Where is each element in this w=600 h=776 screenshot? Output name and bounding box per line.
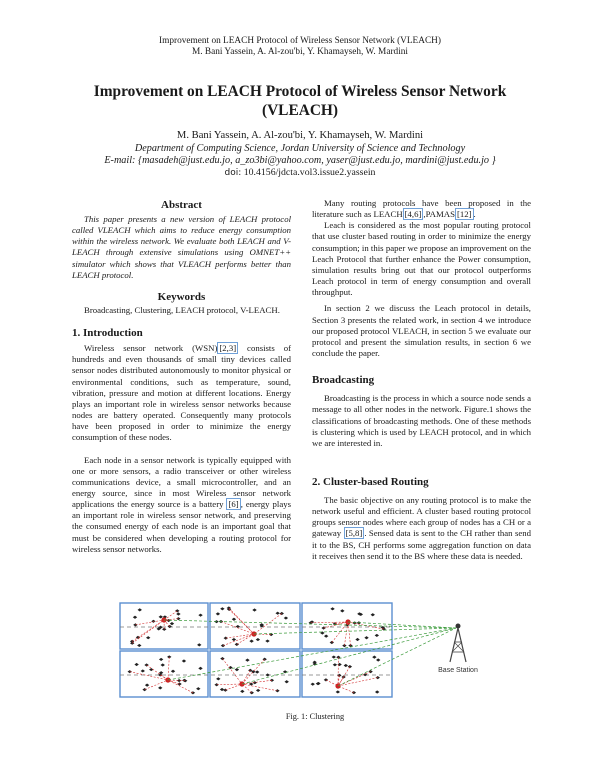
cluster-routing-heading: 2. Cluster-based Routing — [312, 475, 429, 488]
node-to-head-link — [226, 634, 254, 638]
citation-link[interactable]: [12] — [456, 209, 472, 220]
citation-link[interactable]: [6] — [228, 499, 239, 510]
right-p1-text-mid: ,PAMAS — [423, 209, 455, 220]
sensor-node — [220, 607, 224, 610]
intro-p2-text-b: , energy plays an important role in wireless sensor network, and preserving the consumed energy of each node is an important goal that must be considered when developing a routing protocol for wireless sensor networks. — [72, 499, 291, 554]
node-to-head-link — [242, 684, 277, 691]
sensor-node — [232, 638, 236, 641]
sensor-node — [151, 620, 155, 623]
right-p1-text-a: Many routing protocols have been proposed in the literature such as LEACH — [312, 198, 531, 220]
sensor-node — [311, 683, 315, 686]
sensor-node — [198, 667, 202, 670]
node-to-head-link — [338, 678, 378, 686]
sensor-node — [330, 607, 334, 610]
sensor-node — [262, 658, 266, 661]
sensor-node — [198, 614, 202, 617]
affiliation: Department of Computing Science, Jordan University of Science and Technology — [134, 143, 466, 154]
node-to-head-link — [135, 620, 164, 625]
citation-link[interactable]: [5,8] — [345, 528, 363, 539]
paper-title — [60, 82, 540, 120]
sensor-node — [137, 644, 141, 647]
abstract-text: This paper presents a new version of LEACH protocol called VLEACH which aims to reduce energy consumption within the wireless network. We evaluate both LEACH and V-LEACH through extensive simulations using OMNET++ simulator which shows that VLEACH performs better than LEACH protocol. — [72, 214, 291, 280]
cluster-box — [120, 651, 208, 697]
abstract-heading: Abstract — [161, 199, 202, 211]
sensor-node — [170, 622, 174, 625]
sensor-node — [134, 663, 138, 666]
cluster-text-a: The basic objective on any routing protocol is to make the network useful and efficient. A cluster based routing protocol groups sensor nodes where each group of nodes has a CH or a gateway — [312, 494, 531, 539]
keywords-text: Broadcasting, Clustering, LEACH protocol, V-LEACH. — [84, 304, 280, 315]
sensor-node — [245, 659, 249, 662]
sensor-node — [355, 638, 359, 641]
sensor-node — [284, 680, 288, 683]
sensor-node — [256, 689, 260, 692]
doi-label: doi: — [224, 168, 242, 178]
node-to-head-link — [229, 609, 254, 634]
node-to-head-link — [223, 634, 254, 646]
sensor-node — [353, 621, 357, 624]
right-paragraph-3: In section 2 we discuss the Leach protocol in details, Section 3 presents the related work, in section 4 we introduce our proposed protocol VLEACH, in section 5 we evaluate our protocol and present the simulation results, in section 6 we conclude the paper. — [312, 303, 531, 359]
sensor-node — [256, 638, 260, 641]
sensor-node — [145, 684, 149, 687]
node-to-head-link — [168, 657, 169, 680]
sensor-node — [158, 686, 162, 689]
sensor-node — [168, 625, 172, 628]
head-to-base-link — [242, 628, 456, 684]
node-to-head-link — [222, 659, 242, 684]
left-column — [72, 198, 291, 555]
title-line-1: Improvement on LEACH Protocol of Wireless Sensor Network — [93, 83, 507, 100]
citation-link[interactable]: [2,3] — [219, 343, 237, 354]
sensor-node — [332, 655, 336, 658]
sensor-node — [265, 673, 269, 676]
sensor-node — [240, 690, 244, 693]
sensor-node — [249, 640, 253, 643]
sensor-node — [252, 608, 256, 611]
node-to-head-link — [254, 614, 282, 634]
sensor-node — [216, 612, 220, 615]
intro-p2-text-a: Each node in a sensor network is typically equipped with one or more sensors, a radio transceiver or other wireless communications device, a small microcontroller, and an energy source, since in most Wireless sensor network applications the energy source is a battery — [72, 454, 291, 510]
sensor-node — [235, 668, 239, 671]
sensor-node — [376, 658, 380, 661]
sensor-node — [232, 618, 236, 621]
head-to-base-link — [338, 628, 456, 686]
right-paragraph-2: Leach is considered as the most popular routing protocol that use cluster based routing in order to minimize the energy consumption; in this paper we propose an improvement on the Leach Protocol that further enhance the Power consumption, simulation results bring out that our protocol outperforms Leach protocol in term of energy consumption and overall throughput. — [312, 220, 531, 298]
right-column — [312, 198, 531, 562]
sensor-node — [283, 670, 287, 673]
node-to-head-link — [168, 680, 193, 693]
title-line-2: (VLEACH) — [261, 102, 339, 119]
sensor-node — [340, 609, 344, 612]
sensor-node — [324, 635, 328, 638]
sensor-node — [316, 682, 320, 685]
sensor-node — [324, 678, 328, 681]
doi-line — [40, 167, 560, 179]
broadcasting-text: Broadcasting is the process in which a source node sends a message to all other nodes in the network. Figure.1 shows the classifications of broadcasting methods. One of these methods is clustering which is used by LEACH protocol, and in which we are interested in. — [312, 393, 531, 448]
intro-p1-text-b: consists of hundreds and even thousands of small tiny devices called sensor nodes distributed autonomously to monitor physical or environmental conditions, such as temperature, sound, vibration, pressure and motion at different locations. Energy plays an important role in wireless sensor networks because nodes are battery operated. Consequently many protocols have been proposed in order to minimize the energy consumption of these nodes. — [72, 343, 291, 443]
sensor-node — [284, 616, 288, 619]
broadcasting-heading: Broadcasting — [312, 374, 375, 387]
sensor-node — [176, 612, 180, 615]
intro-paragraph-1 — [72, 343, 291, 443]
sensor-node — [336, 690, 340, 693]
introduction-heading: 1. Introduction — [72, 327, 143, 340]
right-paragraph-1 — [312, 198, 531, 220]
sensor-node — [375, 634, 379, 637]
clustering-figure — [118, 600, 514, 700]
sensor-node — [133, 616, 137, 619]
sensor-node — [275, 612, 279, 615]
sensor-node — [344, 664, 348, 667]
sensor-node — [221, 644, 225, 647]
sensor-node — [138, 608, 142, 611]
sensor-node — [371, 613, 375, 616]
sensor-node — [128, 670, 132, 673]
sensor-node — [159, 658, 163, 661]
doi-value[interactable]: 10.4156/jdcta.vol3.issue2.yassein — [243, 167, 376, 178]
running-head-authors: M. Bani Yassein, A. Al-zou'bi, Y. Khamayseh, W. Mardini — [191, 47, 409, 57]
sensor-node — [216, 677, 220, 680]
base-station-label: Base Station — [438, 667, 478, 674]
figure-caption: Fig. 1: Clustering — [285, 712, 345, 721]
cluster-box — [302, 651, 392, 697]
node-to-head-link — [132, 620, 164, 643]
citation-link[interactable]: [4,6] — [404, 209, 422, 220]
cluster-routing-text — [312, 495, 531, 562]
sensor-node — [141, 669, 145, 672]
node-to-head-link — [217, 684, 242, 685]
node-to-head-link — [242, 680, 272, 684]
sensor-node — [161, 663, 165, 666]
authors: M. Bani Yassein, A. Al-zou'bi, Y. Khamayseh, W. Mardini — [176, 130, 424, 141]
node-to-head-link — [225, 684, 242, 690]
sensor-node — [196, 687, 200, 690]
sensor-node — [159, 615, 163, 618]
node-to-head-link — [221, 622, 254, 634]
sensor-node — [182, 659, 186, 662]
running-head-title: Improvement on LEACH Protocol of Wireless Sensor Network (VLEACH) — [159, 36, 441, 46]
email-line: E-mail: {masadeh@just.edu.jo, a_zo3bi@yahoo.com, yaser@just.edu.jo, mardini@just.edu.jo } — [104, 155, 496, 166]
sensor-node — [220, 688, 224, 691]
cluster-text-b: . Sensed data is sent to the CH rather than send it to the BS, CH performs some aggregation function on data it receives then send it to the BS where these data is needed. — [312, 528, 531, 561]
intro-paragraph-2 — [72, 455, 291, 555]
head-to-base-link — [348, 622, 456, 628]
head-to-base-link — [254, 628, 456, 634]
sensor-node — [376, 676, 380, 679]
sensor-node — [372, 656, 376, 659]
head-to-base-link — [168, 628, 456, 680]
sensor-node — [146, 636, 150, 639]
sensor-node — [364, 636, 368, 639]
keywords-heading: Keywords — [157, 290, 206, 303]
right-p1-text-b: . — [473, 209, 476, 220]
sensor-node — [197, 643, 201, 646]
sensor-node — [333, 663, 337, 666]
node-to-head-link — [326, 680, 338, 686]
sensor-node — [375, 690, 379, 693]
intro-p1-text-a: Wireless sensor network (WSN) — [84, 343, 218, 354]
sensor-node — [171, 670, 175, 673]
sensor-node — [255, 670, 259, 673]
node-to-head-link — [338, 686, 354, 693]
sensor-node — [265, 639, 269, 642]
